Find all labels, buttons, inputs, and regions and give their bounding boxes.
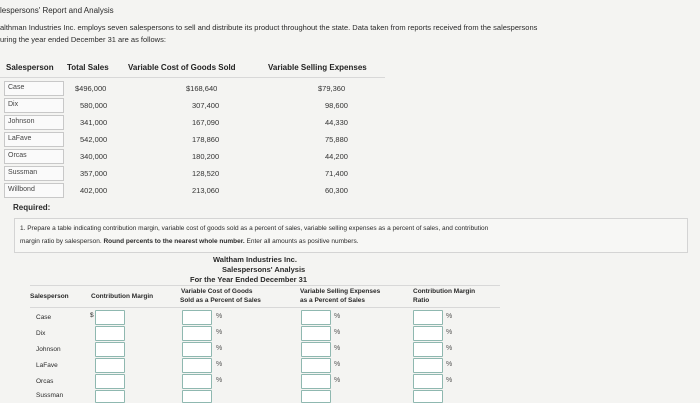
selling-percent-input[interactable] (301, 390, 331, 403)
answer-row-name: LaFave (36, 362, 58, 369)
question-line2 (20, 238, 359, 245)
header-variable-selling: Variable Selling Expenses (268, 63, 367, 72)
cogs-percent-input[interactable] (182, 326, 212, 341)
cell-selling: $79,360 (318, 84, 346, 93)
cell-selling: 60,300 (325, 186, 348, 195)
cogs-percent-input[interactable] (182, 342, 212, 357)
cell-sales: 402,000 (80, 186, 108, 195)
row-name: Orcas (8, 152, 27, 159)
header-salesperson: Salesperson (6, 63, 54, 72)
question-text-normal: margin ratio by salesperson. (20, 238, 102, 245)
percent-sign: % (446, 377, 453, 384)
answer-row-name: Dix (36, 330, 46, 337)
percent-sign: % (334, 345, 341, 352)
answer-row-name: Sussman (36, 392, 64, 399)
question-box (14, 218, 688, 253)
percent-sign: % (334, 313, 341, 320)
answer-header-divider (30, 307, 500, 308)
cell-sales: 340,000 (80, 152, 108, 161)
intro-text-line2: uring the year ended December 31 are as follows: (0, 35, 166, 44)
cell-sales: 580,000 (80, 101, 108, 110)
header-total-sales: Total Sales (67, 63, 109, 72)
period-divider (30, 285, 500, 286)
selling-percent-input[interactable] (301, 374, 331, 389)
cell-selling: 98,600 (325, 101, 348, 110)
col-cogs-pct-line2: Sold as a Percent of Sales (180, 297, 261, 304)
contribution-margin-input[interactable] (95, 310, 125, 325)
cell-cogs: 180,200 (192, 152, 220, 161)
cell-cogs: 167,090 (192, 118, 220, 127)
cogs-percent-input[interactable] (182, 358, 212, 373)
row-name: Case (8, 84, 25, 91)
col-cm-ratio-line2: Ratio (413, 297, 430, 304)
contribution-margin-input[interactable] (95, 342, 125, 357)
percent-sign: % (216, 313, 223, 320)
selling-percent-input[interactable] (301, 342, 331, 357)
selling-percent-input[interactable] (301, 310, 331, 325)
percent-sign: % (334, 329, 341, 336)
cm-ratio-input[interactable] (413, 374, 443, 389)
contribution-margin-input[interactable] (95, 358, 125, 373)
cell-cogs: 213,060 (192, 186, 220, 195)
percent-sign: % (446, 313, 453, 320)
contribution-margin-input[interactable] (95, 374, 125, 389)
company-name: Waltham Industries Inc. (213, 255, 297, 264)
cm-ratio-input[interactable] (413, 326, 443, 341)
page-title: lespersons' Report and Analysis (0, 6, 114, 15)
report-name: Salespersons' Analysis (222, 265, 306, 274)
selling-percent-input[interactable] (301, 358, 331, 373)
cogs-percent-input[interactable] (182, 390, 212, 403)
header-divider (0, 77, 385, 78)
cell-cogs: 178,860 (192, 135, 220, 144)
row-name: Johnson (8, 118, 35, 125)
answer-row-name: Case (36, 314, 52, 321)
answer-row-name: Orcas (36, 378, 54, 385)
selling-percent-input[interactable] (301, 326, 331, 341)
cell-sales: $496,000 (75, 84, 107, 93)
row-name: Willbond (8, 186, 35, 193)
header-variable-cogs: Variable Cost of Goods Sold (128, 63, 236, 72)
col-selling-pct-line2: as a Percent of Sales (300, 297, 366, 304)
report-period: For the Year Ended December 31 (190, 275, 307, 284)
row-name: LaFave (8, 135, 32, 142)
col-cm-ratio-line1: Contribution Margin (413, 288, 476, 295)
col-contribution-margin: Contribution Margin (91, 293, 154, 300)
cell-selling: 44,200 (325, 152, 348, 161)
row-name: Dix (8, 101, 19, 108)
cell-selling: 75,880 (325, 135, 348, 144)
cell-selling: 71,400 (325, 169, 348, 178)
cogs-percent-input[interactable] (182, 310, 212, 325)
required-label: Required: (13, 203, 51, 212)
col-selling-pct-line1: Variable Selling Expenses (300, 288, 381, 295)
percent-sign: % (216, 377, 223, 384)
percent-sign: % (216, 329, 223, 336)
currency-symbol: $ (90, 312, 94, 319)
cell-sales: 341,000 (80, 118, 108, 127)
cm-ratio-input[interactable] (413, 342, 443, 357)
percent-sign: % (446, 361, 453, 368)
question-line1: 1. Prepare a table indicating contribution margin, variable cost of goods sold as a percent of sales, variable selling expenses as a percent of sales, and contribution (20, 225, 489, 232)
percent-sign: % (334, 361, 341, 368)
cell-cogs: 307,400 (192, 101, 220, 110)
percent-sign: % (334, 377, 341, 384)
col-salesperson: Salesperson (30, 293, 69, 300)
cell-sales: 357,000 (80, 169, 108, 178)
cogs-percent-input[interactable] (182, 374, 212, 389)
contribution-margin-input[interactable] (95, 390, 125, 403)
percent-sign: % (216, 361, 223, 368)
cell-sales: 542,000 (80, 135, 108, 144)
cm-ratio-input[interactable] (413, 310, 443, 325)
intro-text-line1: althman Industries Inc. employs seven salespersons to sell and distribute its product throughout the state. Data taken from reports received from the salespersons (0, 23, 538, 32)
percent-sign: % (216, 345, 223, 352)
row-name: Sussman (8, 169, 38, 176)
cell-selling: 44,330 (325, 118, 348, 127)
percent-sign: % (446, 345, 453, 352)
contribution-margin-input[interactable] (95, 326, 125, 341)
question-text-tail: Enter all amounts as positive numbers. (246, 238, 359, 245)
cm-ratio-input[interactable] (413, 358, 443, 373)
col-cogs-pct-line1: Variable Cost of Goods (181, 288, 253, 295)
cell-cogs: $168,640 (186, 84, 218, 93)
cm-ratio-input[interactable] (413, 390, 443, 403)
percent-sign: % (446, 329, 453, 336)
answer-row-name: Johnson (36, 346, 61, 353)
question-text-bold: Round percents to the nearest whole number. (103, 238, 245, 245)
cell-cogs: 128,520 (192, 169, 220, 178)
